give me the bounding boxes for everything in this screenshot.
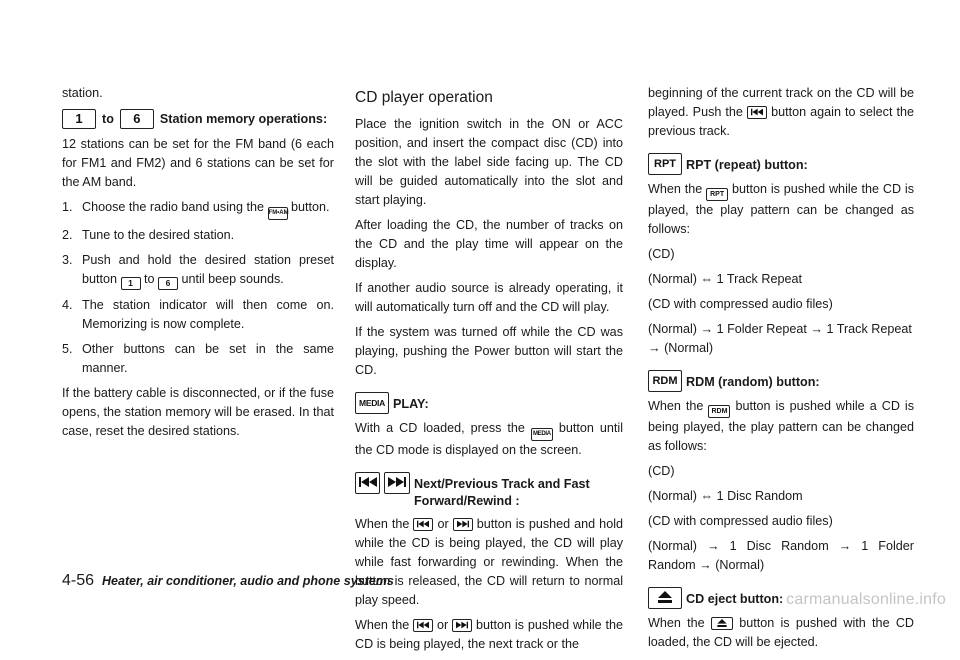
preset-1-key: 1 [62, 109, 96, 129]
list-item: 4. The station indicator will then come on. Memorizing is now complete. [62, 298, 334, 331]
rdm-compressed-pattern: (Normal) → 1 Disc Random → 1 Folder Random → (Normal) [648, 539, 914, 572]
page-footer [62, 573, 394, 589]
next-prev-text: When the or button is pushed while the CD is being played, the next track or the [355, 618, 624, 651]
page-number: 4-56 [62, 572, 95, 589]
fm-am-key: FM•AM [268, 207, 288, 220]
cd-paragraph-3: If another audio source is already operating, it will automatically turn off and the CD will play. [355, 281, 623, 314]
list-item: 1. Choose the radio band using the FM•AM button. [62, 198, 334, 220]
rdm-cd-label: (CD) [648, 464, 675, 478]
eject-icon [648, 587, 682, 609]
column-right [648, 84, 914, 658]
continued-text: station. [62, 86, 103, 100]
cd-heading: CD player operation [355, 89, 493, 106]
rdm-key: RDM [648, 370, 682, 392]
cd-paragraph-2: After loading the CD, the number of tracks on the CD and the play time will appear on the display. [355, 218, 623, 270]
column-left [62, 84, 334, 447]
rdm-cd-pattern: (Normal) ⇔ 1 Disc Random [648, 489, 803, 503]
list-item: 5. Other buttons can be set in the same manner. [62, 342, 334, 375]
memory-title: Station memory operations: [159, 111, 328, 126]
rpt-compressed-label: (CD with compressed audio files) [648, 297, 833, 311]
battery-note: If the battery cable is disconnected, or if the fuse opens, the station memory will be erased. In that case, reset the desired stations. [62, 386, 334, 438]
rdm-key-small: RDM [708, 405, 730, 418]
cd-paragraph-1: Place the ignition switch in the ON or ACC position, and insert the compact disc (CD) into the slot with the label side facing up. The CD will be guided automatically into the slot and start playing. [355, 117, 623, 207]
preset-6-key: 6 [120, 109, 154, 129]
rpt-text: When the RPT button is pushed while the CD is played, the play pattern can be changed as follows: [648, 182, 915, 236]
rpt-heading: RPT RPT (repeat) button: [648, 153, 914, 175]
play-heading: MEDIA PLAY: [355, 392, 623, 414]
memory-steps [62, 198, 334, 378]
previous-track-icon-small [413, 518, 433, 531]
next-track-icon-small [453, 518, 473, 531]
rpt-cd-pattern: (Normal) ⇔ 1 Track Repeat [648, 272, 802, 286]
continued-track-text: beginning of the current track on the CD will be played. Push the button again to select the previous track. [648, 86, 915, 138]
watermark: carmanualsonline.info [786, 591, 946, 608]
list-item: 3. Push and hold the desired station preset button 1 to 6 until beep sounds. [62, 253, 334, 288]
preset-1-key-small: 1 [121, 277, 141, 290]
column-middle [355, 84, 623, 660]
rpt-compressed-pattern: (Normal) → 1 Folder Repeat → 1 Track Repeat → (Normal) [648, 322, 912, 355]
rpt-cd-label: (CD) [648, 247, 675, 261]
fast-forward-text: When the or button is pushed and hold while the CD is being played, the CD will play while fast forwarding or rewinding. When the button is released, the CD will return to normal play speed. [355, 517, 623, 607]
section-title: Heater, air conditioner, audio and phone systems [102, 574, 394, 588]
memory-heading: 1 to 6 Station memory operations: [62, 109, 334, 129]
eject-icon-small [711, 617, 733, 630]
previous-track-icon [355, 472, 380, 494]
rpt-key-small: RPT [706, 188, 728, 201]
preset-6-key-small: 6 [158, 277, 178, 290]
eject-heading: CD eject button: [648, 587, 914, 609]
media-key: MEDIA [355, 392, 389, 414]
previous-track-icon-small [413, 619, 433, 632]
rpt-key: RPT [648, 153, 682, 175]
media-key-small: MEDIA [531, 428, 553, 441]
rdm-compressed-label: (CD with compressed audio files) [648, 514, 833, 528]
next-track-icon-small [452, 619, 472, 632]
eject-text: When the button is pushed with the CD loaded, the CD will be ejected. [648, 616, 915, 649]
previous-track-icon-small [747, 106, 767, 119]
cd-paragraph-4: If the system was turned off while the CD was playing, pushing the Power button will start the CD. [355, 325, 623, 377]
rdm-text: When the RDM button is pushed while a CD is being played, the play pattern can be changed as follows: [648, 399, 915, 453]
play-text: With a CD loaded, press the MEDIA button until the CD mode is displayed on the screen. [355, 421, 623, 457]
next-track-icon [384, 472, 409, 494]
list-item: 2. Tune to the desired station. [62, 228, 235, 242]
rdm-heading: RDM RDM (random) button: [648, 370, 914, 392]
memory-intro: 12 stations can be set for the FM band (6 each for FM1 and FM2) and 6 stations can be set for the AM band. [62, 137, 334, 189]
next-prev-heading: Next/Previous Track and Fast Forward/Rewind : [355, 472, 623, 510]
